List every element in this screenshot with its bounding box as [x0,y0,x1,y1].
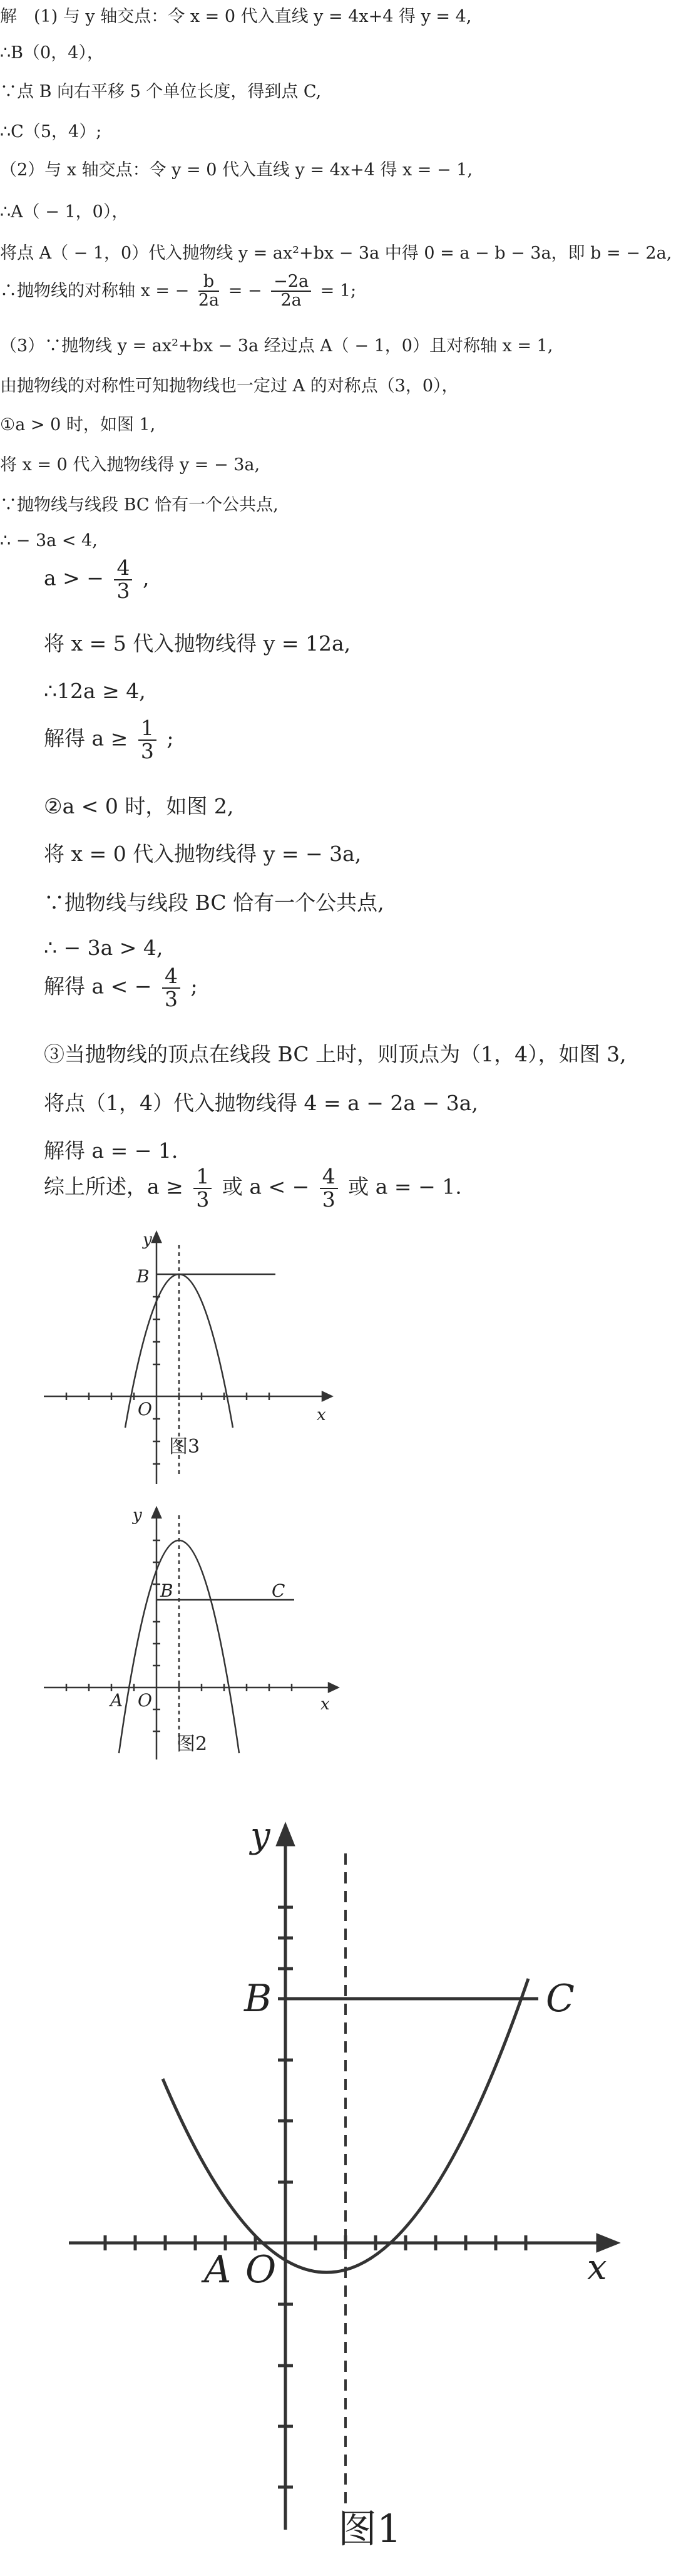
x-label: x [317,1406,326,1425]
solution-line-14: ∴ − 3a < 4, [0,531,98,550]
fraction-numerator: 4 [320,1166,338,1189]
fraction-denominator: 3 [322,1187,335,1212]
fraction-1-3 [193,1166,212,1210]
solution-line-27 [44,1166,462,1210]
conclusion-text: 或 a < − [222,1174,310,1199]
solution-line-23 [44,966,198,1010]
point-b-label: B [244,1977,272,2021]
y-label: y [250,1816,270,1856]
solution-line-13: ∵抛物线与线段 BC 恰有一个公共点, [0,495,279,515]
point-a-label: A [110,1690,123,1711]
x-label: x [320,1695,330,1714]
figure-caption: 图2 [177,1733,208,1755]
solution-line-21: ∵抛物线与线段 BC 恰有一个公共点, [44,890,384,915]
solution-line-12: 将 x = 0 代入抛物线得 y = − 3a, [0,455,260,475]
inequality-text: 解得 a ≥ [44,726,128,751]
figure-caption: 图3 [169,1436,200,1458]
point-c-label: C [272,1580,285,1601]
fraction-denominator: 2a [280,291,302,311]
figure-3 [38,1227,338,1490]
solution-line-7: 将点 A（ − 1，0）代入抛物线 y = ax²+bx − 3a 中得 0 = a − b − 3a，即 b = − 2a, [0,244,672,263]
solution-line-10: 由抛物线的对称性可知抛物线也一定过 A 的对称点（3，0）， [0,376,459,396]
inequality-text: 解得 a < − [44,974,152,999]
solution-line-3: ∵点 B 向右平移 5 个单位长度，得到点 C, [0,82,322,101]
fraction-numerator: b [198,273,219,292]
inequality-text: a > − [44,565,104,590]
solution-line-9: （3）∵抛物线 y = ax²+bx − 3a 经过点 A（ − 1，0）且对称轴 x = 1, [0,336,553,356]
equals-minus: = − [228,281,262,301]
y-label: y [143,1230,152,1249]
punctuation: , [142,565,150,590]
figure-2 [38,1503,363,1766]
solution-line-2: ∴B（0，4）， [0,43,104,63]
conclusion-text: 或 a = − 1. [348,1174,462,1199]
origin-label: O [138,1690,152,1711]
solution-line-25: 将点（1，4）代入抛物线得 4 = a − 2a − 3a, [44,1091,478,1115]
x-axis-arrow [322,1392,332,1401]
point-b-label: B [160,1580,173,1601]
fraction-b-2a [198,273,219,310]
y-axis-arrow [152,1232,161,1242]
fraction-1-3 [138,718,156,762]
origin-label: O [245,2248,277,2292]
y-axis-arrow [152,1508,161,1518]
fraction-4-3 [162,966,180,1010]
axis-text: ∴抛物线的对称轴 x = − [0,281,190,301]
solution-line-26: 解得 a = − 1. [44,1138,178,1163]
conclusion-text: 综上所述，a ≥ [44,1174,183,1199]
solution-line-24: ③当抛物线的顶点在线段 BC 上时，则顶点为（1，4），如图 3, [44,1042,627,1066]
fraction-denominator: 3 [196,1187,210,1212]
fraction-denominator: 2a [198,291,220,311]
origin-label: O [138,1399,152,1419]
fraction-neg2a-2a [271,273,311,310]
y-axis-arrow [278,1826,293,1845]
solution-line-6: ∴A（ − 1，0）， [0,202,129,222]
figure-1 [56,1816,632,2567]
fraction-4-3 [320,1166,338,1210]
solution-line-20: 将 x = 0 代入抛物线得 y = − 3a, [44,842,362,866]
fraction-denominator: 3 [140,738,154,763]
point-b-label: B [136,1266,150,1287]
x-axis-arrow [329,1683,338,1692]
point-c-label: C [546,1977,575,2021]
axis-result: = 1; [320,281,357,301]
y-label: y [133,1506,142,1525]
x-label: x [587,2247,607,2288]
solution-line-4: ∴C（5，4）; [0,122,102,142]
fraction-numerator: 4 [114,557,132,580]
fraction-numerator: 1 [138,718,156,741]
fraction-numerator: 1 [193,1166,212,1189]
figure-caption: 图1 [338,2506,402,2552]
point-a-label: A [204,2248,232,2292]
solution-line-15 [44,557,149,602]
fraction-denominator: 3 [164,986,178,1011]
solution-line-19: ②a < 0 时，如图 2, [44,794,234,818]
fraction-4-3 [114,557,132,602]
solution-line-11: ①a > 0 时，如图 1, [0,415,156,435]
solution-line-16: 将 x = 5 代入抛物线得 y = 12a, [44,631,351,656]
parabola-right-guide [149,1938,508,2402]
solution-line-17: ∴12a ≥ 4, [44,679,146,703]
solution-line-22: ∴ − 3a > 4, [44,935,163,960]
solution-line-18 [44,718,173,762]
solution-line-1: 解 (1) 与 y 轴交点：令 x = 0 代入直线 y = 4x+4 得 y = 4, [0,7,472,26]
punctuation: ; [166,726,174,751]
solution-line-8 [0,273,356,310]
fraction-numerator: 4 [162,966,180,989]
fraction-denominator: 3 [116,578,130,603]
punctuation: ; [190,974,198,999]
solution-line-5: （2）与 x 轴交点：令 y = 0 代入直线 y = 4x+4 得 x = − 1, [0,160,473,180]
fraction-numerator: −2a [271,273,311,292]
